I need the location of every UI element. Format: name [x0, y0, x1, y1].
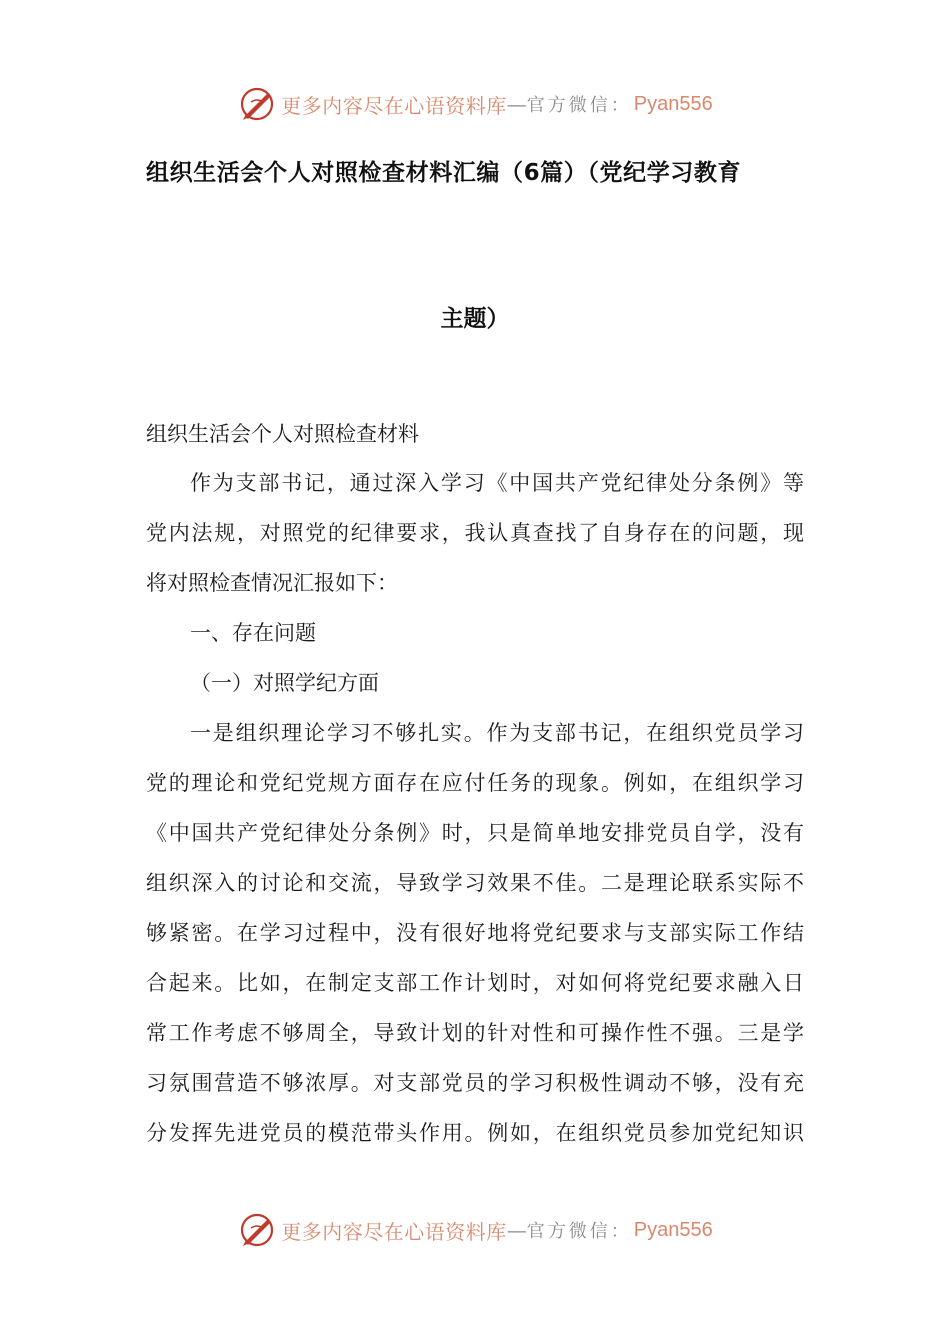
paragraph-line: 将对照检查情况汇报如下： — [146, 571, 398, 595]
paragraph-line: 作为支部书记，通过深入学习《中国共产党纪律处分条例》等 — [190, 471, 804, 495]
paragraph-line: 一是组织理论学习不够扎实。作为支部书记，在组织党员学习 — [190, 721, 804, 745]
banner-wechat-id: Pyan556 — [633, 92, 713, 115]
banner-separator: — — [506, 92, 527, 116]
banner-text: 更多内容尽在心语资料库 — [281, 93, 507, 118]
document-title-line-2: 主题） — [440, 306, 510, 332]
banner-wechat-id: Pyan556 — [633, 1218, 713, 1241]
section-subtitle: 组织生活会个人对照检查材料 — [146, 422, 419, 446]
document-title-line-1: 组织生活会个人对照检查材料汇编（6篇）（党纪学习教育 — [146, 160, 742, 186]
paragraph-line: 习氛围营造不够浓厚。对支部党员的学习积极性调动不够，没有充 — [146, 1071, 804, 1095]
paragraph-line: 够紧密。在学习过程中，没有很好地将党纪要求与支部实际工作结 — [146, 921, 804, 945]
banner-separator: — — [506, 1218, 527, 1242]
header-banner — [0, 82, 950, 126]
paragraph-line: 常工作考虑不够周全，导致计划的针对性和可操作性不强。三是学 — [146, 1021, 804, 1045]
subsection-heading: （一）对照学纪方面 — [190, 671, 379, 695]
paragraph-line: 合起来。比如，在制定支部工作计划时，对如何将党纪要求融入日 — [146, 971, 804, 995]
pen-logo-icon — [237, 1210, 277, 1250]
paragraph-line: 党的理论和党纪党规方面存在应付任务的现象。例如，在组织学习 — [146, 771, 804, 795]
paragraph-line: 分发挥先进党员的模范带头作用。例如，在组织党员参加党纪知识 — [146, 1121, 804, 1145]
footer-banner — [0, 1208, 950, 1252]
section-heading: 一、存在问题 — [190, 621, 316, 645]
paragraph-line: 《中国共产党纪律处分条例》时，只是简单地安排党员自学，没有 — [146, 821, 804, 845]
banner-wechat-label: 官方微信： — [526, 95, 632, 116]
paragraph-line: 组织深入的讨论和交流，导致学习效果不佳。二是理论联系实际不 — [146, 871, 804, 895]
banner-text: 更多内容尽在心语资料库 — [281, 1219, 507, 1244]
banner-wechat-label: 官方微信： — [526, 1221, 632, 1242]
paragraph-line: 党内法规，对照党的纪律要求，我认真查找了自身存在的问题，现 — [146, 521, 804, 545]
pen-logo-icon — [237, 84, 277, 124]
